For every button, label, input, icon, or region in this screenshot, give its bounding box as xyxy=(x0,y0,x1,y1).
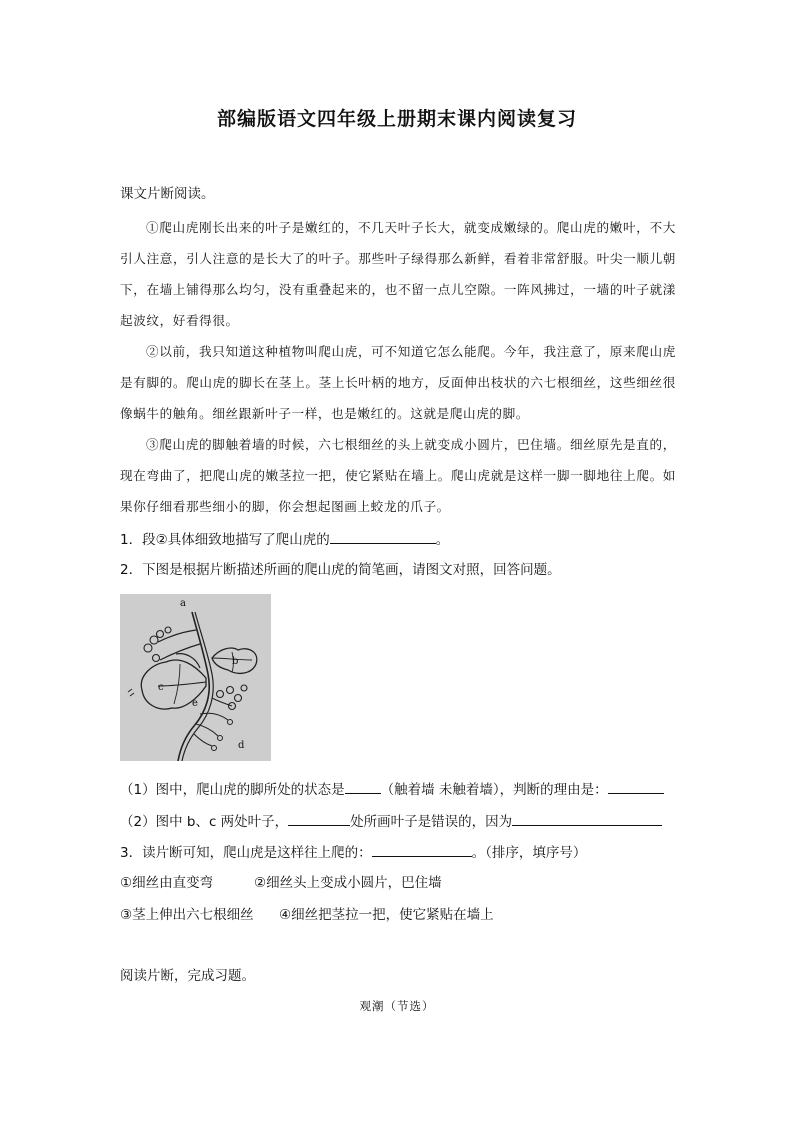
answer-blank-2-1a[interactable] xyxy=(345,779,381,794)
answer-blank-2-2b[interactable] xyxy=(512,811,662,826)
figure-label-a: a xyxy=(180,598,186,609)
page-title: 部编版语文四年级上册期末课内阅读复习 xyxy=(216,108,577,130)
question-2-2-text: （2）图中 b、c 两处叶子， xyxy=(120,814,289,830)
section1-instruction: 课文片断阅读。 xyxy=(120,186,215,202)
question-3 xyxy=(120,842,586,862)
answer-blank-2-1b[interactable] xyxy=(608,779,664,794)
option-3: ③茎上伸出六七根细丝 xyxy=(120,907,254,923)
option-2: ②细丝头上变成小圆片，巴住墙 xyxy=(254,875,442,891)
passage-paragraph-3: ③爬山虎的脚触着墙的时候，六七根细丝的头上就变成小圆片，巴住墙。细丝原先是直的，现在弯曲了，把爬山虎的嫩茎拉一把，使它紧贴在墙上。爬山虎就是这样一脚一脚地往上爬。如果你仔细看那些细小的脚，你会想起图画上蛟龙的爪子。 xyxy=(120,437,676,514)
question-1 xyxy=(120,529,449,549)
question-1-suffix: 。 xyxy=(435,532,450,548)
question-3-suffix: 。（排序，填序号） xyxy=(471,845,587,861)
passage xyxy=(120,212,676,522)
passage-paragraph-1: ①爬山虎刚长出来的叶子是嫩红的，不几天叶子长大，就变成嫩绿的。爬山虎的嫩叶，不大引人注意，引人注意的是长大了的叶子。那些叶子绿得那么新鲜，看着非常舒服。叶尖一顺儿朝下，在墙上铺得那么均匀，没有重叠起来的，也不留一点儿空隙。一阵风拂过，一墙的叶子就漾起波纹，好看得很。 xyxy=(120,220,676,328)
answer-blank-1[interactable] xyxy=(330,529,436,544)
section2-instruction: 阅读片断，完成习题。 xyxy=(120,968,255,984)
question-2-1-middle: （触着墙 未触着墙），判断的理由是： xyxy=(380,782,608,798)
figure-label-b: b xyxy=(232,656,239,667)
question-2: 2．下图是根据片断描述所画的爬山虎的简笔画，请图文对照，回答问题。 xyxy=(120,562,561,578)
passage-subtitle: 观潮（节选） xyxy=(359,999,435,1013)
option-1: ①细丝由直变弯 xyxy=(120,875,214,891)
figure-label-c: c xyxy=(158,682,164,693)
question-3-text: 3．读片断可知，爬山虎是这样往上爬的： xyxy=(120,845,372,861)
question-2-2 xyxy=(120,811,662,831)
figure-label-d: d xyxy=(238,740,245,751)
question-2-2-middle: 处所画叶子是错误的，因为 xyxy=(350,814,513,830)
ivy-sketch-figure xyxy=(120,594,271,761)
question-1-text: 1．段②具体细致地描写了爬山虎的 xyxy=(120,532,330,548)
answer-blank-2-2a[interactable] xyxy=(288,811,350,826)
passage-paragraph-2: ②以前，我只知道这种植物叫爬山虎，可不知道它怎么能爬。今年，我注意了，原来爬山虎是有脚的。爬山虎的脚长在茎上。茎上长叶柄的地方，反面伸出枝状的六七根细丝，这些细丝很像蜗牛的触角。细丝跟新叶子一样，也是嫩红的。这就是爬山虎的脚。 xyxy=(120,344,676,421)
figure-label-e: e xyxy=(192,698,198,709)
option-4: ④细丝把茎拉一把，使它紧贴在墙上 xyxy=(279,907,494,923)
question-2-1-text: （1）图中，爬山虎的脚所处的状态是 xyxy=(120,782,345,798)
answer-blank-3[interactable] xyxy=(372,842,472,857)
question-2-1 xyxy=(120,779,664,799)
